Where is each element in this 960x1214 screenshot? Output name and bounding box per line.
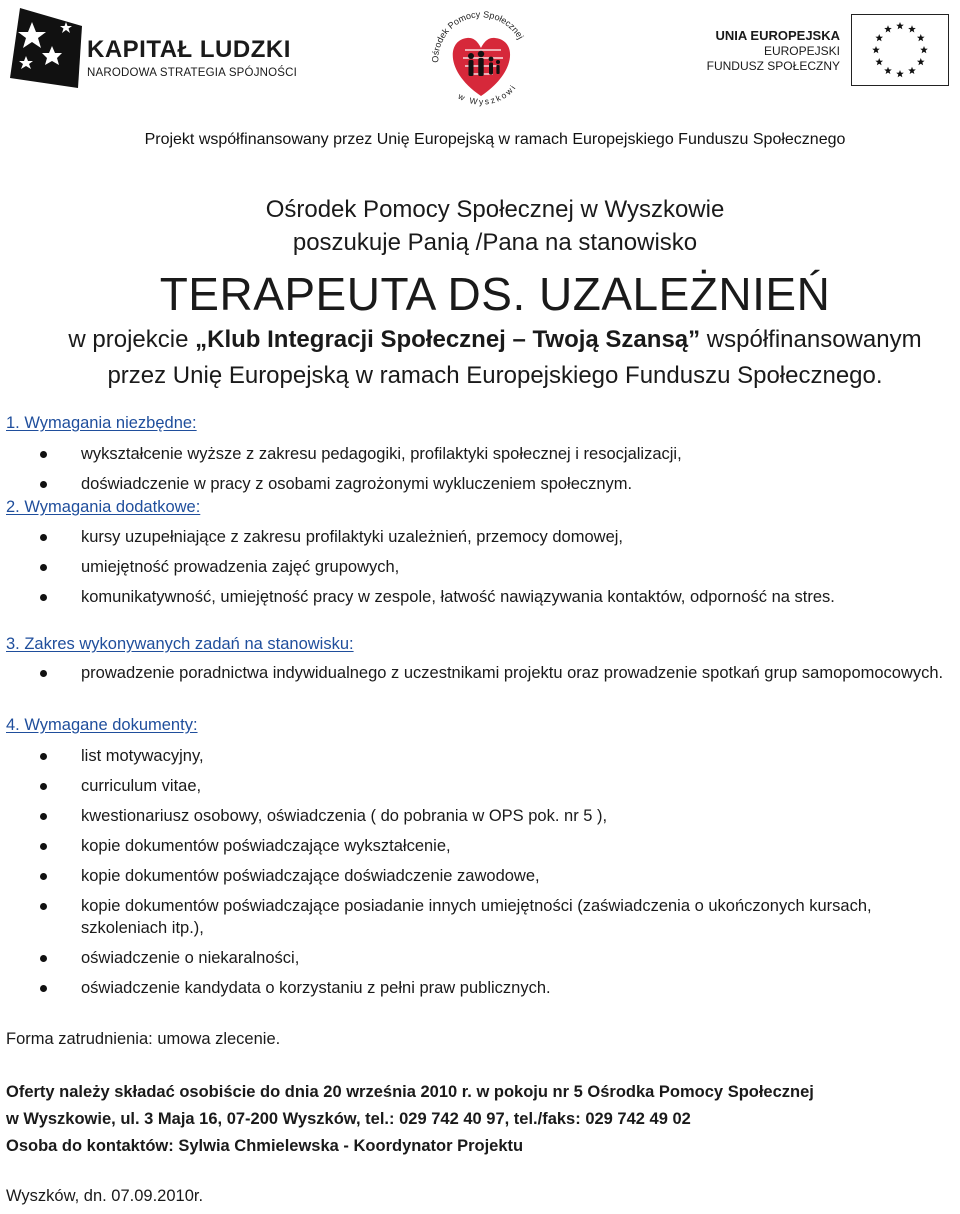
contact-person: Osoba do kontaktów: Sylwia Chmielewska - Koordynator Projektu [6, 1137, 524, 1155]
section-1-heading: 1. Wymagania niezbędne: [6, 414, 197, 432]
eu-star-icon [896, 22, 904, 29]
eu-star-icon [875, 58, 883, 65]
eu-star-icon [908, 25, 916, 32]
kapital-ludzki-emblem-icon [10, 8, 82, 90]
kapital-ludzki-title: KAPITAŁ LUDZKI [87, 36, 291, 63]
list-item: list motywacyjny, [40, 745, 955, 767]
section-2-heading: 2. Wymagania dodatkowe: [6, 498, 201, 516]
ops-logo [425, 6, 537, 114]
eu-star-icon [872, 46, 880, 53]
kapital-ludzki-logo [10, 8, 310, 90]
ops-logo-bottom-text: w Wyszkowi [456, 81, 519, 107]
list-item: oświadczenie o niekaralności, [40, 947, 955, 969]
eu-line-1: UNIA EUROPEJSKA [715, 28, 840, 43]
section-4-heading: 4. Wymagane dokumenty: [6, 716, 198, 734]
eu-star-icon [917, 34, 925, 41]
kapital-ludzki-subtitle: NARODOWA STRATEGIA SPÓJNOŚCI [87, 67, 298, 79]
list-item: wykształcenie wyższe z zakresu pedagogiki, profilaktyki społecznej i resocjalizacji, [40, 443, 955, 465]
eu-star-icon [917, 58, 925, 65]
heart-family-logo-icon [425, 6, 537, 114]
project-prefix: w projekcie [68, 326, 196, 353]
section-3-list [40, 662, 955, 692]
eu-star-icon [908, 67, 916, 74]
cofinance-line: Projekt współfinansowany przez Unię Europejską w ramach Europejskiego Funduszu Społecznego [144, 131, 846, 148]
seeking-line: poszukuje Panią /Pana na stanowisko [292, 229, 698, 256]
section-1-list [40, 443, 955, 503]
project-suffix: współfinansowanym [700, 326, 922, 353]
section-3-heading: 3. Zakres wykonywanych zadań na stanowisku: [6, 635, 354, 653]
project-line [0, 326, 960, 354]
eu-star-icon [875, 34, 883, 41]
eu-star-icon [896, 70, 904, 77]
employment-form: Forma zatrudnienia: umowa zlecenie. [6, 1030, 281, 1048]
eu-fund-logo [690, 28, 840, 73]
list-item: doświadczenie w pracy z osobami zagrożonymi wykluczeniem społecznym. [40, 473, 955, 495]
list-item: kopie dokumentów poświadczające doświadczenie zawodowe, [40, 865, 955, 887]
eu-funding-line: przez Unię Europejską w ramach Europejskiego Funduszu Społecznego. [107, 362, 883, 389]
eu-star-icon [884, 25, 892, 32]
list-item: kopie dokumentów poświadczające posiadanie innych umiejętności (zaświadczenia o ukończonych kursach, szkoleniach itp.), [40, 895, 955, 939]
eu-star-icon [920, 46, 928, 53]
eu-line-2: EUROPEJSKI [763, 44, 840, 58]
list-item: kursy uzupełniające z zakresu profilaktyki uzależnień, przemocy domowej, [40, 526, 955, 548]
institution-line: Ośrodek Pomocy Społecznej w Wyszkowie [265, 196, 725, 223]
list-item: kwestionariusz osobowy, oświadczenia ( do pobrania w OPS pok. nr 5 ), [40, 805, 955, 827]
offer-line-2: w Wyszkowie, ul. 3 Maja 16, 07-200 Wyszków, tel.: 029 742 40 97, tel./faks: 029 742 49 02 [6, 1110, 691, 1128]
list-item: oświadczenie kandydata o korzystaniu z pełni praw publicznych. [40, 977, 955, 999]
eu-line-3: FUNDUSZ SPOŁECZNY [706, 59, 840, 73]
project-name: „Klub Integracji Społecznej – Twoją Szansą” [195, 326, 701, 353]
date-line: Wyszków, dn. 07.09.2010r. [6, 1187, 204, 1205]
section-2-list [40, 526, 955, 614]
offer-line-1: Oferty należy składać osobiście do dnia 20 września 2010 r. w pokoju nr 5 Ośrodka Pomocy Społecznej [6, 1083, 814, 1101]
list-item: umiejętność prowadzenia zajęć grupowych, [40, 556, 955, 578]
section-4-list [40, 745, 955, 1007]
eu-flag-icon [851, 14, 949, 86]
list-item: komunikatywność, umiejętność pracy w zespole, łatwość nawiązywania kontaktów, odporność na stres. [40, 586, 955, 608]
list-item: prowadzenie poradnictwa indywidualnego z uczestnikami projektu oraz prowadzenie spotkań grup samopomocowych. [40, 662, 955, 684]
eu-star-icon [884, 67, 892, 74]
ops-logo-top-text: Ośrodek Pomocy Społecznej [430, 9, 526, 63]
position-title: TERAPEUTA DS. UZALEŻNIEŃ [159, 268, 831, 320]
list-item: kopie dokumentów poświadczające wykształcenie, [40, 835, 955, 857]
list-item: curriculum vitae, [40, 775, 955, 797]
